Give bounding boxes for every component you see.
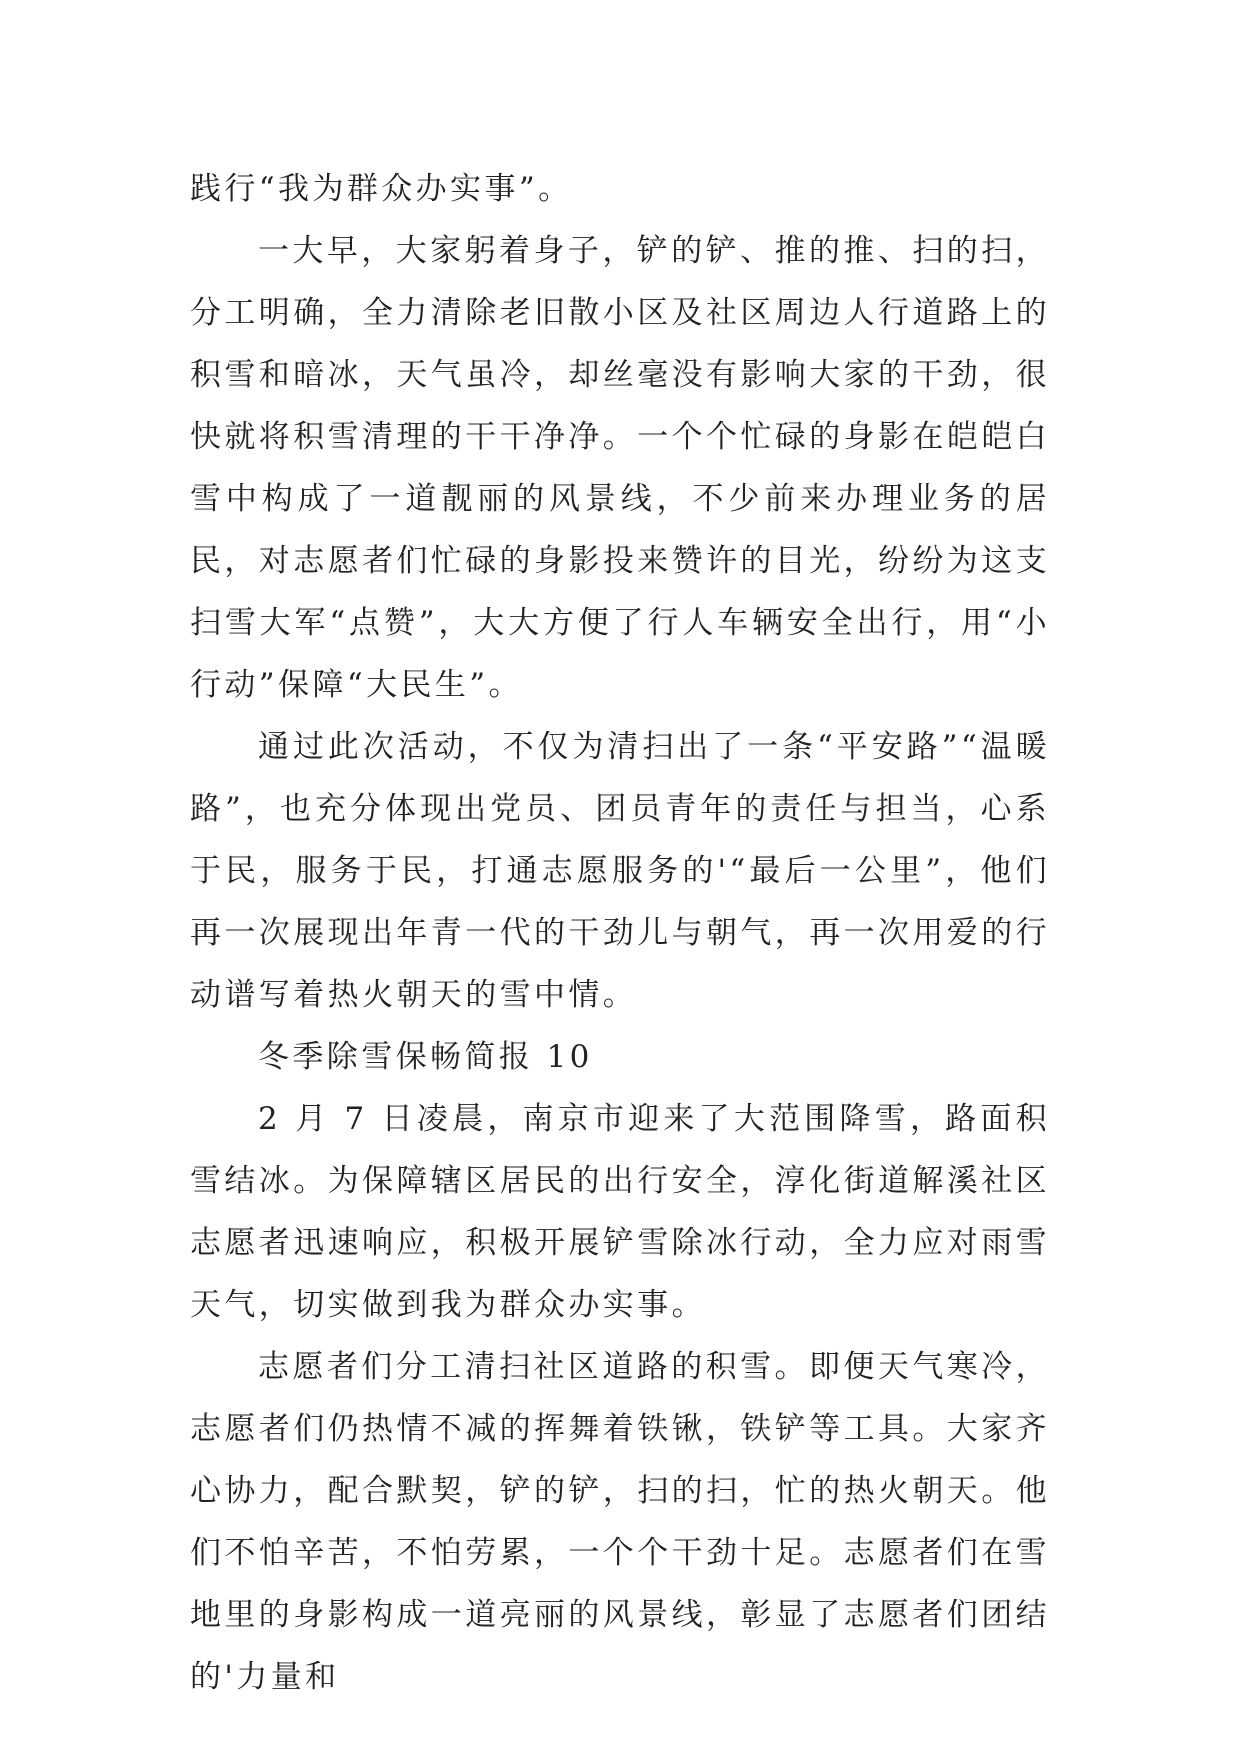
document-body bbox=[190, 158, 1050, 1708]
paragraph-volunteers: 志愿者们分工清扫社区道路的积雪。即便天气寒冷，志愿者们仍热情不减的挥舞着铁锹，铁铲等工具。大家齐心协力，配合默契，铲的铲，扫的扫，忙的热火朝天。他们不怕辛苦，不怕劳累，一个个干劲十足。志愿者们在雪地里的身影构成一道亮丽的风景线，彰显了志愿者们团结的'力量和 bbox=[190, 1349, 1050, 1695]
paragraph-snowfall-report: 2 月 7 日凌晨，南京市迎来了大范围降雪，路面积雪结冰。为保障辖区居民的出行安全，淳化街道解溪社区志愿者迅速响应，积极开展铲雪除冰行动，全力应对雨雪天气，切实做到我为群众办实事。 bbox=[190, 1101, 1050, 1323]
paragraph-continuation: 践行“我为群众办实事”。 bbox=[190, 171, 573, 207]
section-title: 冬季除雪保畅简报 10 bbox=[258, 1039, 593, 1075]
paragraph-snow-clearing: 一大早，大家躬着身子，铲的铲、推的推、扫的扫，分工明确，全力清除老旧散小区及社区周边人行道路上的积雪和暗冰，天气虽冷，却丝毫没有影响大家的干劲，很快就将积雪清理的干干净净。一个个忙碌的身影在皑皑白雪中构成了一道靓丽的风景线，不少前来办理业务的居民，对志愿者们忙碌的身影投来赞许的目光，纷纷为这支扫雪大军“点赞”，大大方便了行人车辆安全出行，用“小行动”保障“大民生”。 bbox=[190, 233, 1050, 703]
paragraph-activity-summary: 通过此次活动，不仅为清扫出了一条“平安路”“温暖路”，也充分体现出党员、团员青年的责任与担当，心系于民，服务于民，打通志愿服务的'“最后一公里”，他们再一次展现出年青一代的干劲儿与朝气，再一次用爱的行动谱写着热火朝天的雪中情。 bbox=[190, 729, 1050, 1013]
